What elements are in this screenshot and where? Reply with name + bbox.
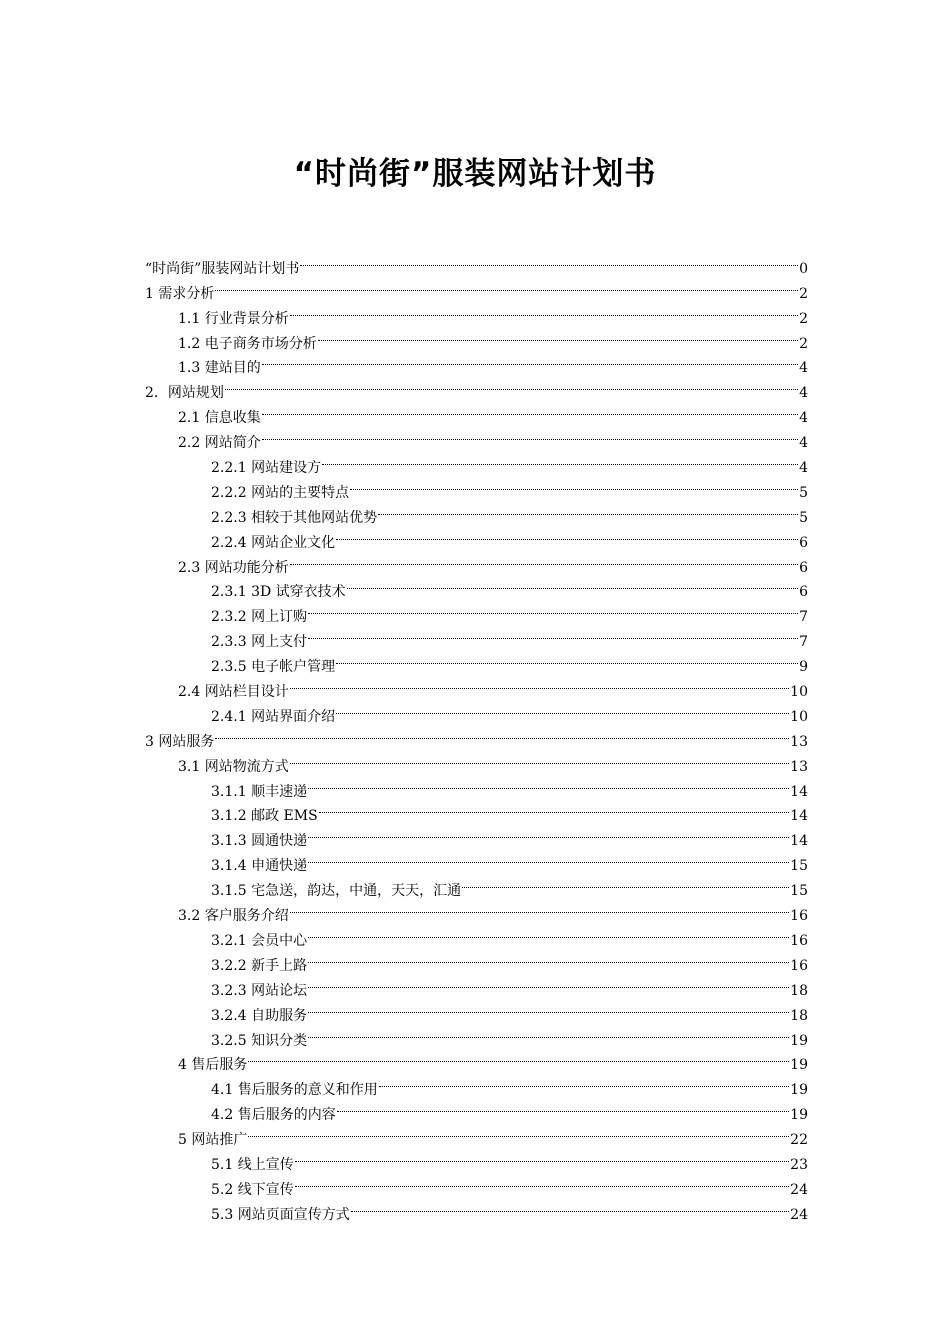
toc-entry[interactable] — [145, 721, 808, 750]
toc-entry-title: 2.4 网站栏目设计 — [178, 684, 289, 701]
toc-entry-title: 2.2.3 相较于其他网站优势 — [211, 509, 378, 526]
toc-entry-page-number: 16 — [790, 957, 808, 974]
toc-entry-title: 3.2.2 新手上路 — [211, 957, 308, 974]
toc-entry-title: 3.2.3 网站论坛 — [211, 982, 308, 999]
toc-entry-title: 3.1.1 顺丰速递 — [211, 783, 308, 800]
toc-entry-title: 2.2.1 网站建设方 — [211, 460, 322, 477]
toc-entry[interactable] — [145, 397, 808, 427]
toc-dot-leader — [318, 796, 791, 821]
toc-dot-leader — [289, 298, 799, 323]
toc-entry-page-number: 7 — [799, 609, 808, 626]
toc-entry-title: 4.2 售后服务的内容 — [211, 1107, 336, 1124]
toc-dot-leader — [307, 621, 799, 646]
toc-entry[interactable] — [145, 298, 808, 327]
toc-dot-leader — [317, 323, 799, 348]
toc-dot-leader — [350, 1194, 790, 1219]
toc-entry-page-number: 2 — [799, 310, 808, 327]
toc-entry-page-number: 4 — [799, 360, 808, 377]
toc-entry-page-number: 19 — [790, 1057, 808, 1074]
toc-entry-page-number: 2 — [799, 285, 808, 302]
toc-dot-leader — [321, 447, 799, 472]
toc-entry-title: “时尚街”服装网站计划书 — [145, 260, 300, 277]
toc-entry-title: 2.2.4 网站企业文化 — [211, 534, 336, 551]
toc-entry-title: 2.2 网站简介 — [178, 435, 261, 452]
toc-entry-title: 3.2 客户服务介绍 — [178, 908, 289, 925]
toc-entry[interactable] — [145, 746, 808, 775]
toc-entry-page-number: 19 — [790, 1082, 808, 1099]
toc-dot-leader — [307, 771, 790, 796]
toc-entry-title: 2.1 信息收集 — [178, 410, 261, 427]
toc-entry-title: 5.2 线下宣传 — [211, 1181, 294, 1198]
toc-entry-title: 2.4.1 网站界面介绍 — [211, 708, 336, 725]
toc-dot-leader — [349, 472, 799, 497]
toc-entry-page-number: 4 — [799, 460, 808, 477]
toc-entry-title: 1.3 建站目的 — [178, 360, 261, 377]
toc-entry-page-number: 22 — [790, 1132, 808, 1149]
toc-entry[interactable] — [145, 372, 808, 402]
toc-entry[interactable] — [145, 273, 808, 302]
toc-entry-title: 5 网站推广 — [178, 1132, 248, 1149]
toc-entry-page-number: 6 — [799, 584, 808, 601]
toc-dot-leader — [289, 895, 790, 920]
toc-entry-title: 1 需求分析 — [145, 285, 215, 302]
toc-entry-page-number: 15 — [790, 858, 808, 875]
toc-dot-leader — [289, 671, 790, 696]
toc-entry-title: 2.3.2 网上订购 — [211, 609, 308, 626]
toc-entry-title: 3.2.1 会员中心 — [211, 932, 308, 949]
toc-dot-leader — [224, 372, 799, 397]
toc-entry-title: 3.1.4 申通快递 — [211, 858, 308, 875]
toc-entry-title: 4.1 售后服务的意义和作用 — [211, 1082, 378, 1099]
toc-entry-page-number: 0 — [799, 260, 808, 277]
toc-entry-title: 2.2.2 网站的主要特点 — [211, 484, 350, 501]
toc-entry-title: 3.1.5 宅急送，韵达，中通，天天，汇通 — [211, 883, 462, 900]
toc-dot-leader — [336, 1094, 790, 1119]
toc-dot-leader — [346, 572, 799, 597]
toc-dot-leader — [307, 920, 790, 945]
toc-entry-page-number: 9 — [799, 659, 808, 676]
toc-entry-page-number: 15 — [790, 883, 808, 900]
toc-entry-title: 2.3.1 3D 试穿衣技术 — [211, 584, 346, 601]
toc-entry[interactable] — [145, 248, 808, 277]
toc-dot-leader — [247, 1045, 790, 1070]
toc-dot-leader — [307, 820, 790, 845]
toc-entry-page-number: 16 — [790, 908, 808, 925]
toc-entry-page-number: 4 — [799, 385, 808, 402]
toc-dot-leader — [299, 248, 799, 273]
toc-entry-page-number: 14 — [790, 833, 808, 850]
toc-entry-page-number: 4 — [799, 410, 808, 427]
toc-dot-leader — [247, 1119, 790, 1144]
toc-dot-leader — [307, 596, 799, 621]
toc-entry-title: 2．网站规划 — [145, 385, 224, 402]
toc-entry-page-number: 10 — [790, 708, 808, 725]
document-title: “时尚街”服装网站计划书 — [293, 156, 657, 192]
toc-entry-title: 1.1 行业背景分析 — [178, 310, 289, 327]
toc-entry-page-number: 4 — [799, 435, 808, 452]
toc-entry-page-number: 16 — [790, 932, 808, 949]
toc-entry-page-number: 5 — [799, 509, 808, 526]
toc-entry-page-number: 5 — [799, 484, 808, 501]
toc-entry-page-number: 18 — [790, 982, 808, 999]
toc-dot-leader — [289, 547, 799, 572]
toc-dot-leader — [261, 422, 799, 447]
toc-entry-title: 3.2.4 自助服务 — [211, 1007, 308, 1024]
toc-entry-page-number: 14 — [790, 783, 808, 800]
toc-entry-page-number: 24 — [790, 1206, 808, 1223]
toc-entry-page-number: 14 — [790, 808, 808, 825]
toc-entry-page-number: 13 — [790, 733, 808, 750]
toc-entry-title: 1.2 电子商务市场分析 — [178, 335, 317, 352]
toc-dot-leader — [461, 870, 790, 895]
toc-entry-page-number: 6 — [799, 534, 808, 551]
toc-dot-leader — [214, 273, 799, 298]
toc-dot-leader — [335, 646, 799, 671]
toc-entry-page-number: 18 — [790, 1007, 808, 1024]
toc-entry-page-number: 23 — [790, 1156, 808, 1173]
toc-entry-title: 3.2.5 知识分类 — [211, 1032, 308, 1049]
toc-dot-leader — [307, 1020, 790, 1045]
table-of-contents — [145, 248, 808, 1223]
toc-dot-leader — [307, 995, 790, 1020]
toc-entry-page-number: 2 — [799, 335, 808, 352]
toc-entry-title: 5.1 线上宣传 — [211, 1156, 294, 1173]
toc-dot-leader — [261, 397, 799, 422]
toc-entry-page-number: 6 — [799, 559, 808, 576]
toc-dot-leader — [214, 721, 790, 746]
toc-entry-page-number: 10 — [790, 684, 808, 701]
toc-dot-leader — [261, 348, 799, 373]
toc-dot-leader — [307, 970, 790, 995]
toc-dot-leader — [307, 945, 790, 970]
toc-dot-leader — [335, 696, 790, 721]
toc-entry-title: 2.3.5 电子帐户管理 — [211, 659, 336, 676]
toc-entry-page-number: 13 — [790, 758, 808, 775]
toc-entry-title: 3.1.2 邮政 EMS — [211, 808, 318, 825]
toc-dot-leader — [378, 1069, 790, 1094]
toc-dot-leader — [294, 1169, 790, 1194]
toc-dot-leader — [377, 497, 799, 522]
toc-entry-page-number: 19 — [790, 1032, 808, 1049]
toc-entry-page-number: 7 — [799, 634, 808, 651]
toc-entry-title: 3.1 网站物流方式 — [178, 758, 289, 775]
toc-entry-title: 5.3 网站页面宣传方式 — [211, 1206, 350, 1223]
toc-dot-leader — [307, 845, 790, 870]
toc-dot-leader — [289, 746, 790, 771]
toc-dot-leader — [335, 522, 799, 547]
toc-entry-title: 3.1.3 圆通快递 — [211, 833, 308, 850]
toc-entry-page-number: 19 — [790, 1107, 808, 1124]
toc-entry-title: 2.3 网站功能分析 — [178, 559, 289, 576]
toc-entry-title: 3 网站服务 — [145, 733, 215, 750]
toc-entry-title: 4 售后服务 — [178, 1057, 248, 1074]
toc-entry-page-number: 24 — [790, 1181, 808, 1198]
toc-entry-title: 2.3.3 网上支付 — [211, 634, 308, 651]
toc-dot-leader — [294, 1144, 790, 1169]
